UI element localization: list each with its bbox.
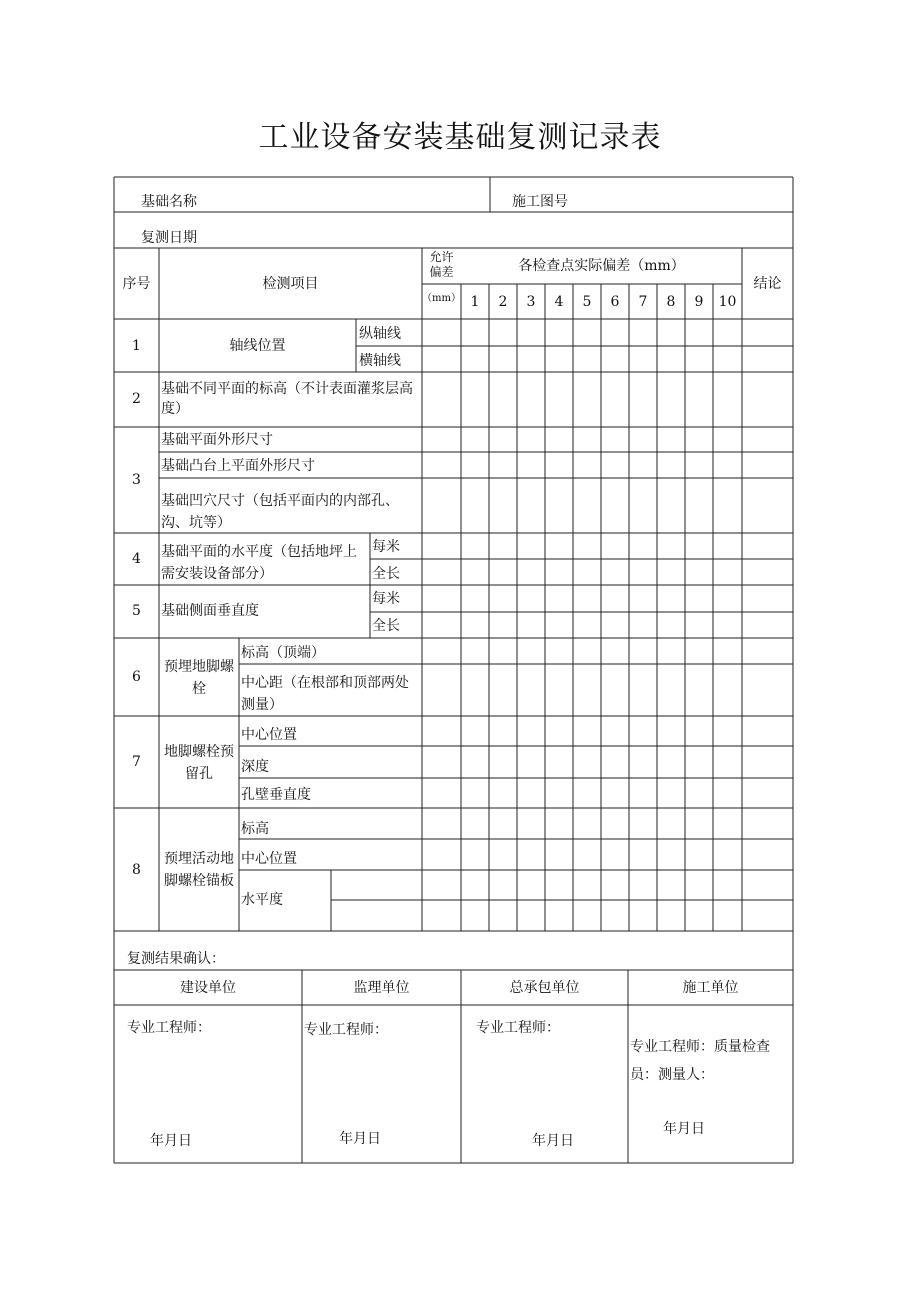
unit-name: 施工单位 [682,980,739,996]
row-sub-item: 横轴线 [359,353,401,369]
row-number: 7 [132,754,141,770]
point-header: 9 [694,294,704,310]
row-sub-item: 深度 [241,759,269,775]
row-sub-item: 全长 [372,618,400,634]
row-number: 3 [132,472,141,488]
engineer-sign: 专业工程师： [476,1020,560,1036]
drawing-no-label: 施工图号 [512,194,568,210]
unit-name: 建设单位 [180,980,236,996]
row-item-name: 预埋地脚螺栓 [164,659,234,697]
row-sub-item: 全长 [372,566,400,582]
row-sub-item: 基础平面外形尺寸 [161,432,273,448]
point-header: 5 [582,294,592,310]
row-item-name: 地脚螺栓预留孔 [164,744,234,782]
item-header: 检测项目 [262,276,319,292]
page-title: 工业设备安装基础复测记录表 [258,120,662,155]
deviation-header: 各检查点实际偏差（mm） [518,258,685,274]
row-number: 4 [132,551,141,567]
row-sub-item: 基础凸台上平面外形尺寸 [161,458,315,474]
point-header: 6 [610,294,620,310]
row-number: 1 [132,338,141,354]
row-sub-item: 纵轴线 [359,326,401,342]
unit-name: 总承包单位 [509,980,580,996]
row-item-name: 基础平面的水平度（包括地坪上需安装设备部分） [161,544,357,582]
row-number: 5 [132,603,141,619]
allow-header-2: 偏差 [429,265,454,279]
point-header: 10 [718,294,737,310]
point-header: 4 [554,294,564,310]
row-sub-item: 中心距（在根部和顶部两处测量） [241,675,409,713]
sign-date: 年月日 [532,1133,574,1149]
engineer-sign: 专业工程师： [304,1022,388,1038]
row-sub-item: 每米 [372,539,400,555]
allow-header-3: （mm） [422,293,461,304]
row-number: 6 [132,669,141,685]
unit-name: 监理单位 [353,980,410,996]
conclusion-header: 结论 [753,276,782,292]
row-item-name: 基础侧面垂直度 [161,603,259,619]
row-sub-item: 标高 [241,821,269,837]
allow-header-1: 允许 [429,250,454,264]
row-sub-item: 水平度 [241,892,283,908]
row-item-name: 轴线位置 [229,338,286,354]
recheck-date-label: 复测日期 [141,230,197,246]
row-item-name: 基础不同平面的标高（不计表面灌浆层高度） [161,381,413,417]
point-header: 8 [666,294,676,310]
confirm-label: 复测结果确认： [127,951,225,967]
row-sub-item: 标高（顶端） [241,645,325,661]
engineer-sign: 专业工程师： [127,1020,211,1036]
row-sub-item: 中心位置 [241,851,297,867]
row-number: 2 [132,391,141,407]
engineer-sign: 专业工程师：质量检查员：测量人： [630,1039,770,1083]
row-sub-item: 中心位置 [241,727,297,743]
row-sub-item: 每米 [372,591,400,607]
point-header: 7 [638,294,648,310]
row-number: 8 [132,862,141,878]
sign-date: 年月日 [339,1131,381,1147]
seq-header: 序号 [122,276,151,292]
point-header: 1 [470,294,480,310]
point-header: 2 [498,294,508,310]
point-header: 3 [526,294,536,310]
sign-date: 年月日 [663,1121,705,1137]
foundation-name-label: 基础名称 [141,194,197,210]
row-item-name: 预埋活动地脚螺栓锚板 [164,851,234,889]
row-sub-item: 基础凹穴尺寸（包括平面内的内部孔、沟、坑等） [161,493,399,531]
sign-date: 年月日 [150,1133,192,1149]
row-sub-item: 孔壁垂直度 [241,787,311,803]
